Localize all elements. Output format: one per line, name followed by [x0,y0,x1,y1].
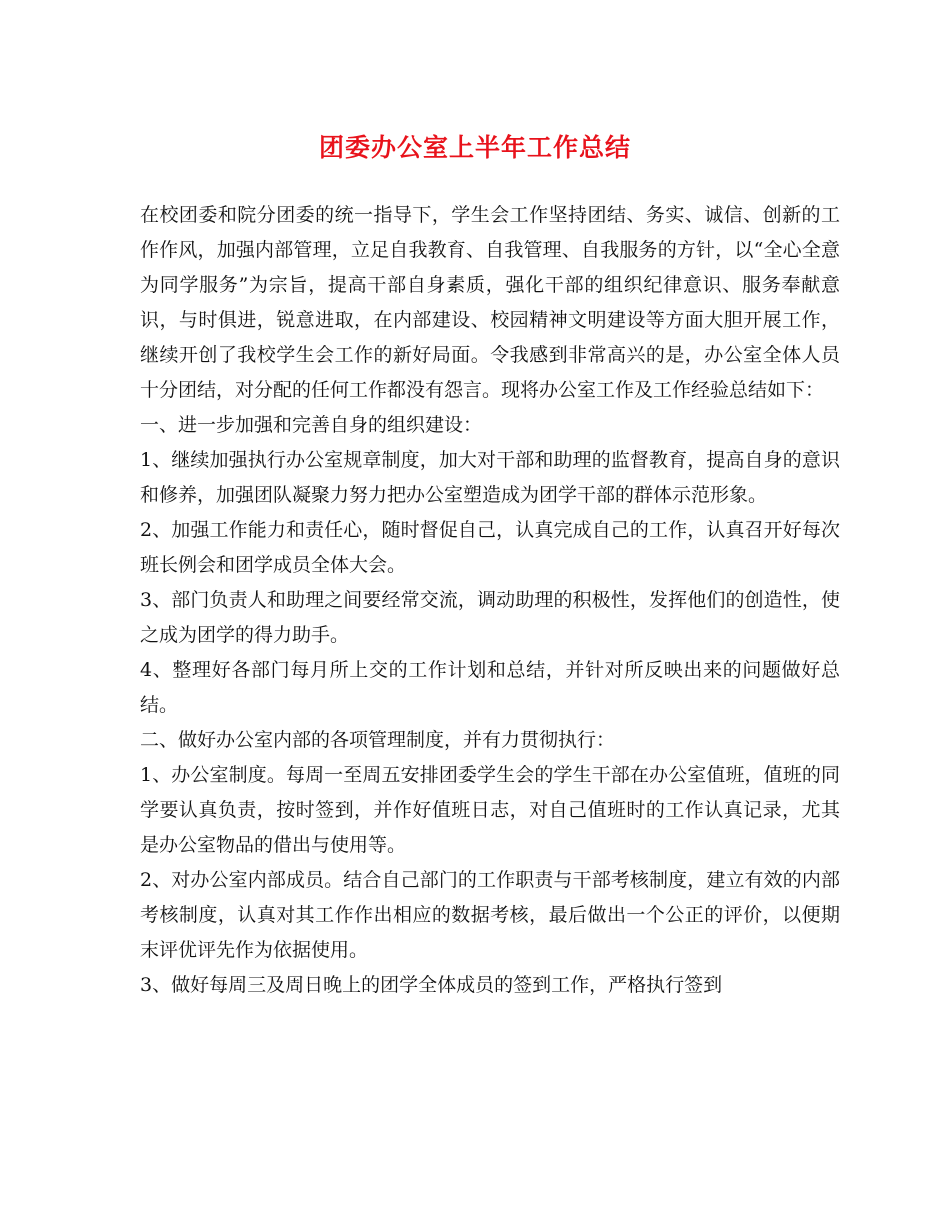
document-title: 团委办公室上半年工作总结 [318,133,631,162]
list-item: 2、对办公室内部成员。结合自己部门的工作职责与干部考核制度，建立有效的内部考核制度，认真对其工作作出相应的数据考核，最后做出一个公正的评价，以便期末评优评先作为依据使用。 [140,869,840,961]
list-item: 1、继续加强执行办公室规章制度，加大对干部和助理的监督教育，提高自身的意识和修养，加强团队凝聚力努力把办公室塑造成为团学干部的群体示范形象。 [140,449,840,506]
section-heading-2: 二、做好办公室内部的各项管理制度，并有力贯彻执行： [140,729,616,751]
list-item: 2、加强工作能力和责任心，随时督促自己，认真完成自己的工作，认真召开好每次班长例会和团学成员全体大会。 [140,519,840,576]
list-item: 4、整理好各部门每月所上交的工作计划和总结，并针对所反映出来的问题做好总结。 [140,659,840,716]
paragraph-intro: 在校团委和院分团委的统一指导下，学生会工作坚持团结、务实、诚信、创新的工作作风，加强内部管理，立足自我教育、自我管理、自我服务的方针，以“全心全意为同学服务”为宗旨，提高干部自身素质，强化干部的组织纪律意识、服务奉献意识，与时俱进，锐意进取，在内部建设、校园精神文明建设等方面大胆开展工作，继续开创了我校学生会工作的新好局面。令我感到非常高兴的是，办公室全体人员十分团结，对分配的任何工作都没有怨言。现将办公室工作及工作经验总结如下： [140,204,840,401]
section-heading-1: 一、进一步加强和完善自身的组织建设： [140,414,483,436]
document-body [140,198,840,1003]
list-item: 3、做好每周三及周日晚上的团学全体成员的签到工作，严格执行签到 [140,974,723,996]
list-item: 1、办公室制度。每周一至周五安排团委学生会的学生干部在办公室值班，值班的同学要认真负责，按时签到，并作好值班日志，对自己值班时的工作认真记录，尤其是办公室物品的借出与使用等。 [140,764,840,856]
list-item: 3、部门负责人和助理之间要经常交流，调动助理的积极性，发挥他们的创造性，使之成为团学的得力助手。 [140,589,840,646]
